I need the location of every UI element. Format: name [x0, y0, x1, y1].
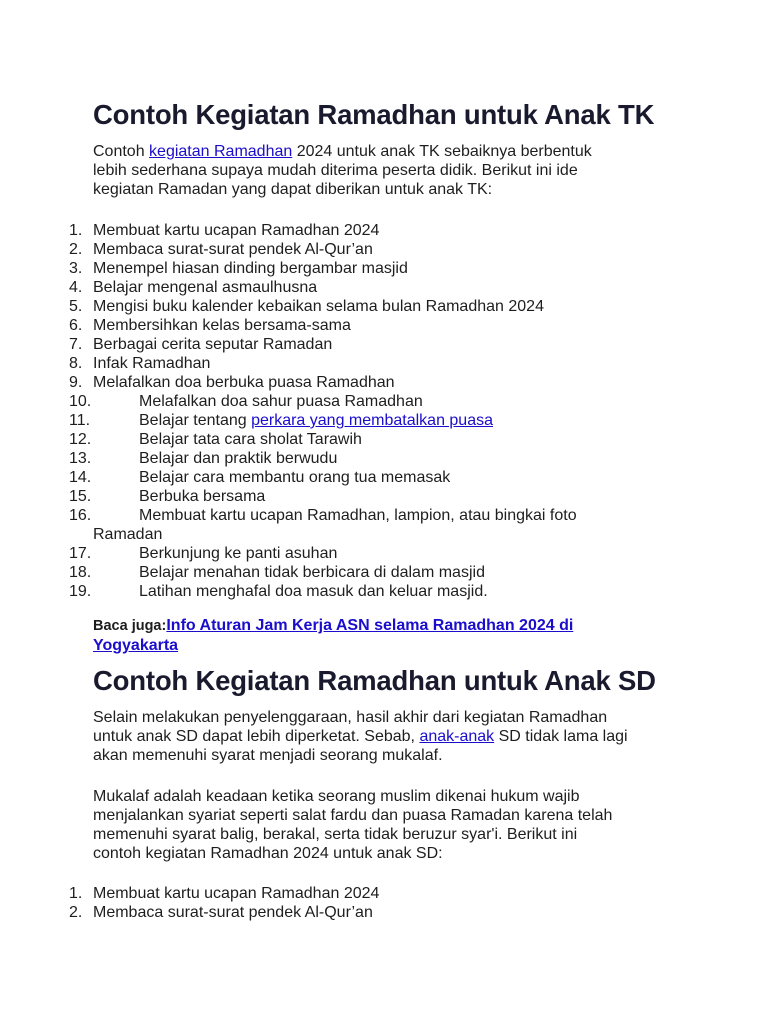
item-text: Belajar tata cara sholat Tarawih — [139, 431, 362, 448]
item-number: 19. — [69, 583, 92, 600]
item-number: 1. — [69, 222, 83, 239]
item-text-prefix: Belajar tentang — [139, 412, 252, 429]
item-number: 12. — [69, 431, 92, 448]
item-text: Mengisi buku kalender kebaikan selama bulan Ramadhan 2024 — [93, 298, 544, 315]
sd-p2-line-3: memenuhi syarat balig, berakal, serta tidak beruzur syar'i. Berikut ini — [93, 826, 578, 843]
item-text: Melafalkan doa sahur puasa Ramadhan — [139, 393, 423, 410]
item-text: Menempel hiasan dinding bergambar masjid — [93, 260, 408, 277]
item-number: 1. — [69, 885, 83, 902]
item-text: Melafalkan doa berbuka puasa Ramadhan — [93, 374, 395, 391]
baca-juga-link-cont[interactable]: Yogyakarta — [93, 637, 179, 654]
sd-p1-line-3: akan memenuhi syarat menjadi seorang mukalaf. — [93, 747, 443, 764]
item-number: 15. — [69, 488, 92, 505]
sd-p2-line-2: menjalankan syariat seperti salat fardu dan puasa Ramadan karena telah — [93, 807, 613, 824]
item-text: Berbagai cerita seputar Ramadan — [93, 336, 333, 353]
item-number: 2. — [69, 904, 83, 921]
item-number: 13. — [69, 450, 92, 467]
item-text — [139, 411, 493, 430]
intro-paragraph-tk — [93, 142, 693, 199]
baca-juga-callout — [93, 616, 653, 656]
item-text: Belajar mengenal asmaulhusna — [93, 279, 318, 296]
item-number: 9. — [69, 374, 83, 391]
item-number: 8. — [69, 355, 83, 372]
item-text: Berbuka bersama — [139, 488, 266, 505]
intro-text: 2024 untuk anak TK sebaiknya berbentuk — [292, 143, 592, 160]
intro-text: Contoh — [93, 143, 150, 160]
baca-juga-line-2 — [93, 636, 653, 656]
item-text: Membuat kartu ucapan Ramadhan, lampion, atau bingkai foto — [139, 507, 577, 524]
item-number: 14. — [69, 469, 92, 486]
item-text: Latihan menghafal doa masuk dan keluar masjid. — [139, 583, 488, 600]
item-text: Membaca surat-surat pendek Al-Qur’an — [93, 904, 373, 921]
sd-p1-text: SD tidak lama lagi — [494, 728, 628, 745]
item-number: 4. — [69, 279, 83, 296]
item-number: 17. — [69, 545, 92, 562]
item-number: 18. — [69, 564, 92, 581]
anak-anak-link[interactable]: anak-anak — [419, 728, 495, 745]
sd-p1-line-2 — [93, 727, 693, 746]
kegiatan-ramadhan-link[interactable]: kegiatan Ramadhan — [149, 143, 293, 160]
item-number: 7. — [69, 336, 83, 353]
item-text: Belajar dan praktik berwudu — [139, 450, 338, 467]
item-number: 2. — [69, 241, 83, 258]
item-number: 3. — [69, 260, 83, 277]
item-number: 10. — [69, 393, 92, 410]
item-text: Belajar menahan tidak berbicara di dalam masjid — [139, 564, 485, 581]
item-text: Membaca surat-surat pendek Al-Qur’an — [93, 241, 373, 258]
intro-line-2: lebih sederhana supaya mudah diterima peserta didik. Berikut ini ide — [93, 162, 578, 179]
item-number: 11. — [69, 412, 91, 429]
item-text: Membuat kartu ucapan Ramadhan 2024 — [93, 885, 380, 902]
paragraph-sd-1 — [93, 708, 693, 765]
sd-p1-line-1: Selain melakukan penyelenggaraan, hasil akhir dari kegiatan Ramadhan — [93, 709, 608, 726]
heading-sd: Contoh Kegiatan Ramadhan untuk Anak SD — [93, 665, 656, 696]
item-number: 16. — [69, 507, 92, 524]
sd-p2-line-4: contoh kegiatan Ramadhan 2024 untuk anak SD: — [93, 845, 443, 862]
intro-line-1 — [93, 142, 693, 161]
item-text: Membersihkan kelas bersama-sama — [93, 317, 351, 334]
intro-line-3: kegiatan Ramadan yang dapat diberikan untuk anak TK: — [93, 181, 493, 198]
item-text: Belajar cara membantu orang tua memasak — [139, 469, 451, 486]
item-text: Infak Ramadhan — [93, 355, 211, 372]
item-text: Membuat kartu ucapan Ramadhan 2024 — [93, 222, 380, 239]
paragraph-sd-2 — [93, 787, 693, 863]
baca-juga-label: Baca juga: — [93, 618, 167, 634]
sd-p1-text: untuk anak SD dapat lebih diperketat. Sebab, — [93, 728, 420, 745]
item-number: 6. — [69, 317, 83, 334]
item-text: Berkunjung ke panti asuhan — [139, 545, 338, 562]
sd-p2-line-1: Mukalaf adalah keadaan ketika seorang muslim dikenai hukum wajib — [93, 788, 580, 805]
membatalkan-puasa-link[interactable]: perkara yang membatalkan puasa — [251, 412, 493, 429]
heading-tk: Contoh Kegiatan Ramadhan untuk Anak TK — [93, 99, 655, 130]
baca-juga-link[interactable]: Info Aturan Jam Kerja ASN selama Ramadhan 2024 di — [166, 617, 574, 634]
item-text-continuation: Ramadan — [93, 526, 163, 543]
baca-juga-line-1 — [93, 616, 653, 636]
item-number: 5. — [69, 298, 83, 315]
